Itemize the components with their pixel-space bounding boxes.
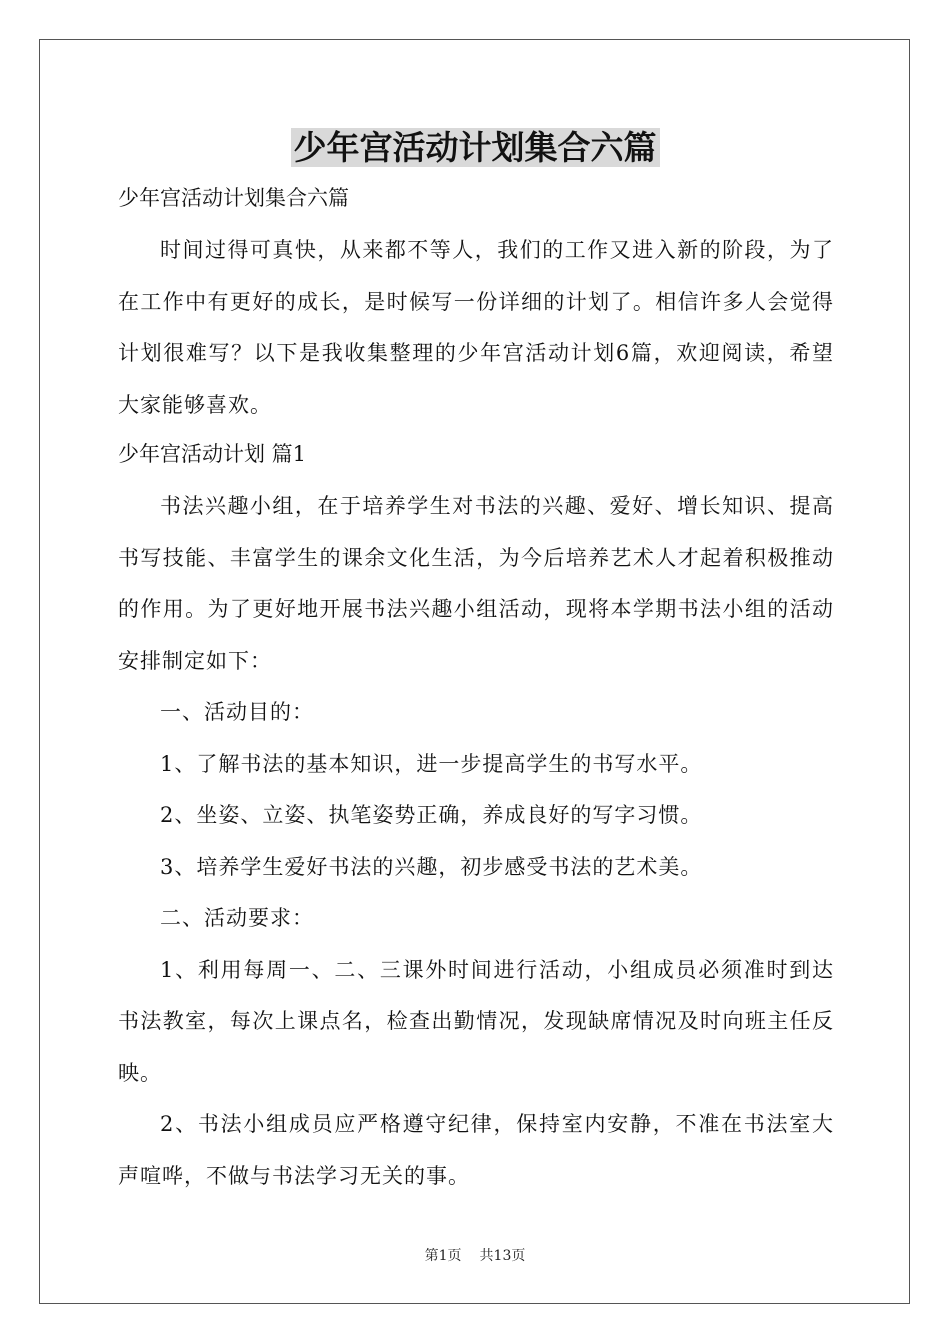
section-intro-paragraph: 书法兴趣小组，在于培养学生对书法的兴趣、爱好、增长知识、提高书写技能、丰富学生的课余文化生活，为今后培养艺术人才起着积极推动的作用。为了更好地开展书法兴趣小组活动，现将本学期书法小组的活动安排制定如下： <box>118 494 834 673</box>
requirement-item-2: 2、书法小组成员应严格遵守纪律，保持室内安静，不准在书法室大声喧哗，不做与书法学习无关的事。 <box>118 1112 834 1188</box>
purpose-item-3: 3、培养学生爱好书法的兴趣，初步感受书法的艺术美。 <box>160 854 703 879</box>
purpose-heading: 一、活动目的： <box>160 700 314 724</box>
purpose-item-1: 1、了解书法的基本知识，进一步提高学生的书写水平。 <box>160 751 703 776</box>
requirements-heading: 二、活动要求： <box>160 906 314 930</box>
document-title-text: 少年宫活动计划集合六篇 <box>291 128 660 167</box>
document-subtitle: 少年宫活动计划集合六篇 <box>118 186 349 210</box>
section-heading: 少年宫活动计划 篇1 <box>118 442 307 466</box>
page-number: 第1页 <box>424 1248 462 1264</box>
purpose-item-2: 2、坐姿、立姿、执笔姿势正确，养成良好的写字习惯。 <box>160 803 703 827</box>
document-body <box>118 176 834 1202</box>
intro-paragraph: 时间过得可真快，从来都不等人，我们的工作又进入新的阶段，为了在工作中有更好的成长，是时候写一份详细的计划了。相信许多人会觉得计划很难写？以下是我收集整理的少年宫活动计划6篇，欢迎阅读，希望大家能够喜欢。 <box>118 238 834 417</box>
page-footer <box>0 1245 950 1265</box>
page-total: 共13页 <box>479 1248 526 1264</box>
document-title <box>0 124 950 172</box>
requirement-item-1: 1、利用每周一、二、三课外时间进行活动，小组成员必须准时到达书法教室，每次上课点名，检查出勤情况，发现缺席情况及时向班主任反映。 <box>118 957 834 1085</box>
